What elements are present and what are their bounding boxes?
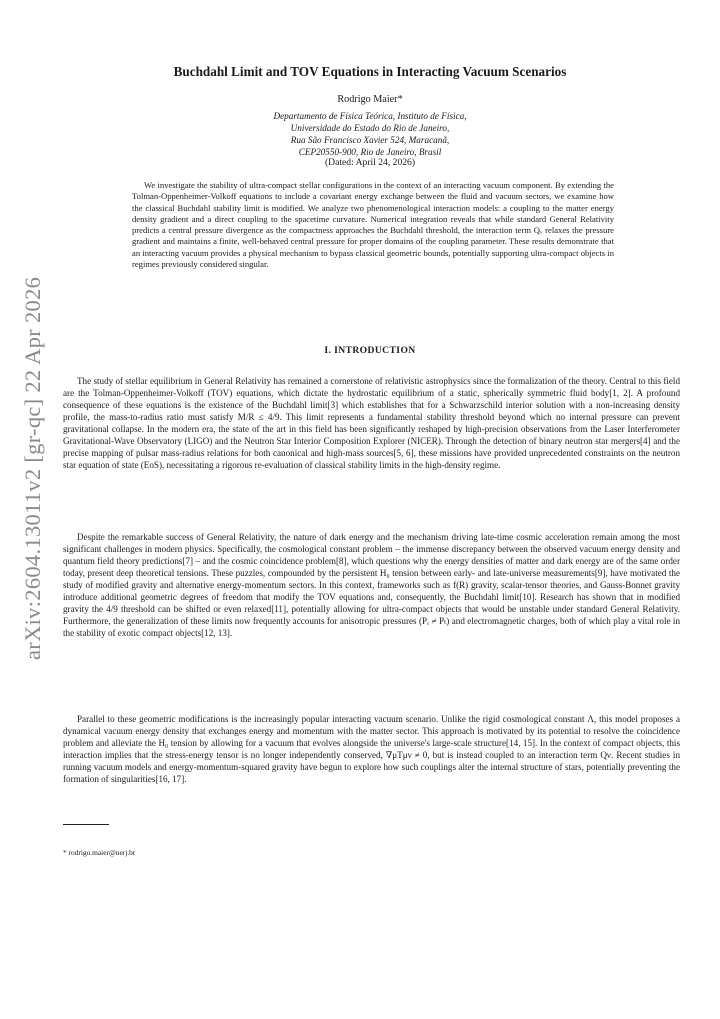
dated-line: (Dated: April 24, 2026): [324, 157, 416, 168]
affiliation-line-2: Universidade do Estado do Rio de Janeiro,: [290, 123, 450, 133]
author-email-footnote[interactable]: * rodrigo.maier@uerj.br: [63, 848, 136, 857]
affiliation-line-1: Departamento de Física Teórica, Instituto de Física,: [273, 111, 467, 121]
intro-paragraph-2: Despite the remarkable success of General Relativity, the nature of dark energy and the mechanism driving late-time cosmic acceleration remain among the most significant challenges in modern physics. Specifically, the cosmological constant problem – the immense discrepancy between the observed vacuum energy density and quantum field theory predictions[7] – and the cosmic coincidence problem[8], which questions why the energy densities of matter and dark energy are of the same order today, present deep theoretical tensions. These puzzles, compounded by the persistent H₀ tension between early- and late-universe measurements[9], have motivated the study of modified gravity and alternative energy-momentum sectors. In this context, frameworks such as f(R) gravity, scalar-tensor theories, and Gauss-Bonnet gravity introduce additional geometric degrees of freedom that modify the TOV equations and, consequently, the Buchdahl limit[10]. Research has shown that in modified gravity the 4/9 threshold can be shifted or even relaxed[11], potentially allowing for ultra-compact objects that would be unstable under standard General Relativity. Furthermore, the generalization of these limits now frequently accounts for anisotropic pressures (Pᵣ ≠ Pₜ) and electromagnetic charges, both of which play a vital role in the stability of exotic compact objects[12, 13].: [63, 532, 680, 638]
section-heading-introduction: I. INTRODUCTION: [324, 345, 416, 356]
affiliation-line-3: Rua São Francisco Xavier 524, Maracanã,: [290, 135, 450, 145]
author-name: Rodrigo Maier*: [337, 94, 403, 105]
affiliation-line-4: CEP20550-900, Rio de Janeiro, Brasil: [298, 147, 442, 157]
intro-paragraph-3: Parallel to these geometric modifications is the increasingly popular interacting vacuum scenario. Unlike the rigid cosmological constant Λ, this model proposes a dynamical vacuum energy density that exchanges energy and momentum with the matter sector. This approach is motivated by its potential to resolve the coincidence problem and alleviate the H₀ tension by allowing for a vacuum that evolves alongside the universe's large-scale structure[14, 15]. In the context of compact objects, this interaction implies that the stress-energy tensor is no longer independently conserved, ∇μTμν ≠ 0, but is instead coupled to an interaction term Qν. Recent studies in running vacuum models and energy-momentum-squared gravity have begun to explore how such couplings alter the internal structure of stars, potentially preventing the formation of singularities[16, 17].: [63, 714, 680, 784]
abstract: We investigate the stability of ultra-compact stellar configurations in the context of an interacting vacuum component. By extending the Tolman-Oppenheimer-Volkoff equations to include a covariant energy exchange between the fluid and vacuum sectors, we examine how the classical Buchdahl stability limit is modified. We analyze two phenomenological interaction models: a coupling to the matter energy density gradient and a direct coupling to the spacetime curvature. Numerical integration reveals that while standard General Relativity predicts a central pressure divergence as the compactness approaches the Buchdahl threshold, the interaction term Qᵥ relaxes the pressure gradient and maintains a finite, well-behaved central pressure for proper domains of the coupling parameter. These results demonstrate that an interacting vacuum provides a physical mechanism to bypass classical geometric bounds, potentially supporting ultra-compact objects in regimes previously considered singular.: [132, 180, 614, 270]
paper-title: Buchdahl Limit and TOV Equations in Interacting Vacuum Scenarios: [173, 64, 567, 79]
arxiv-identifier-stamp[interactable]: arXiv:2604.13011v2 [gr-qc] 22 Apr 2026: [20, 276, 45, 660]
intro-paragraph-1: The study of stellar equilibrium in General Relativity has remained a cornerstone of relativistic astrophysics since the formalization of the theory. Central to this field are the Tolman-Oppenheimer-Volkoff (TOV) equations, which dictate the hydrostatic equilibrium of a static, spherically symmetric fluid body[1, 2]. A profound consequence of these equations is the existence of the Buchdahl limit[3] which establishes that for a Schwarzschild interior solution with a non-increasing density profile, the mass-to-radius ratio must satisfy M/R ≤ 4/9. This limit represents a fundamental stability threshold beyond which no internal pressure can prevent gravitational collapse. In the modern era, the state of the art in this field has been significantly reshaped by high-precision observations from the Laser Interferometer Gravitational-Wave Observatory (LIGO) and the Neutron Star Interior Composition Explorer (NICER). Through the detection of binary neutron star mergers[4] and the precise mapping of pulsar mass-radius relations for both canonical and high-mass sources[5, 6], these missions have provided unprecedented constraints on the neutron star equation of state (EoS), necessitating a rigorous re-evaluation of classical stability limits in the high-density regime.: [63, 376, 680, 470]
footnote-divider: [63, 824, 109, 825]
